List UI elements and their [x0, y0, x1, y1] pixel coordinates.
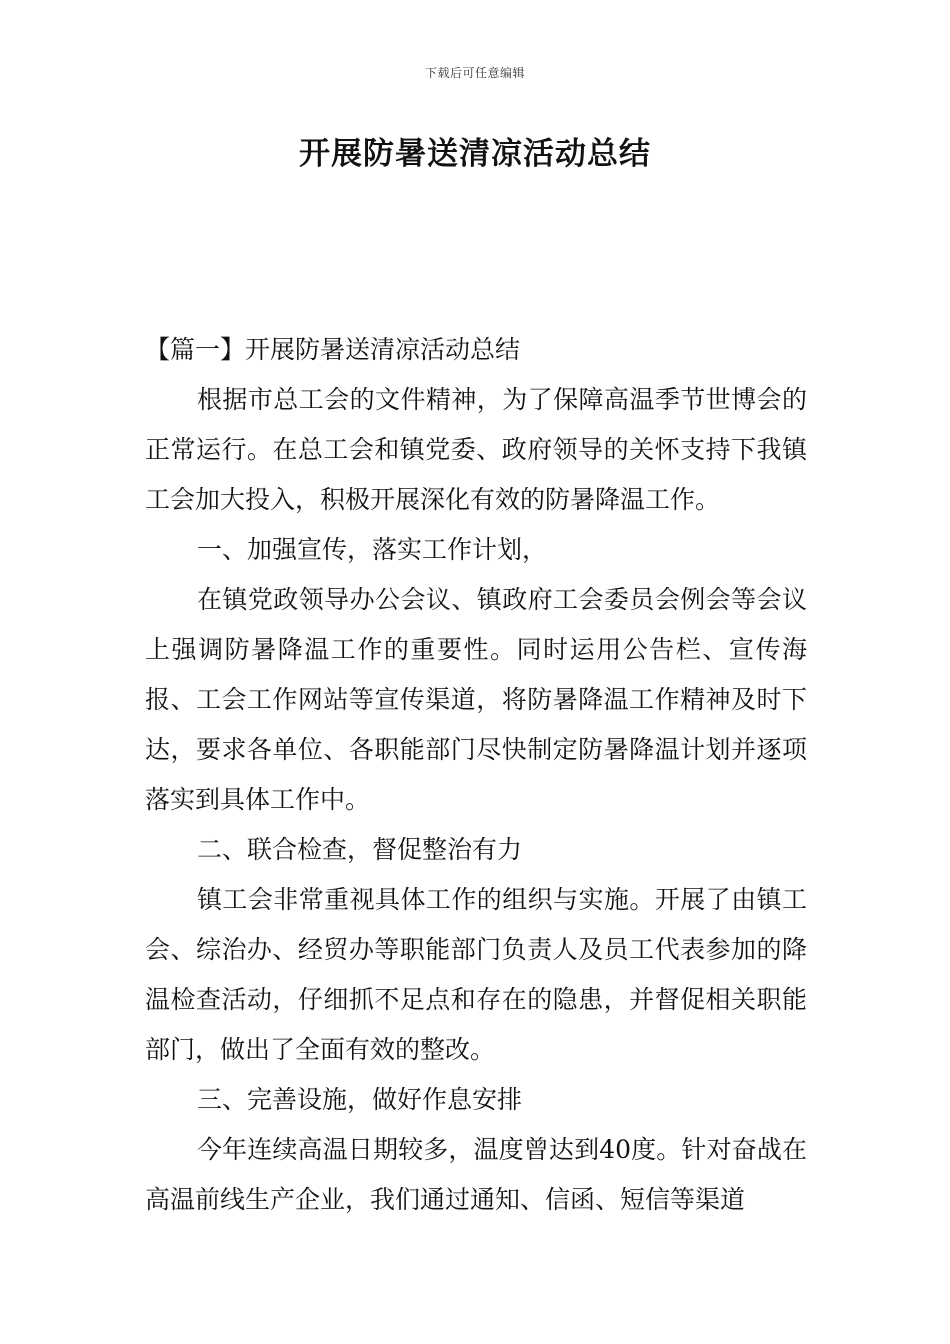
subheading: 三、完善设施，做好作息安排: [197, 1085, 523, 1114]
section-heading: 【篇一】开展防暑送清凉活动总结: [145, 335, 521, 364]
subheading: 二、联合检查，督促整治有力: [197, 835, 523, 864]
document-title: 开展防暑送清凉活动总结: [299, 136, 651, 172]
subheading: 一、加强宣传，落实工作计划，: [197, 535, 548, 564]
paragraph: 今年连续高温日期较多，温度曾达到40度。针对奋战在高温前线生产企业，我们通过通知、信函、短信等渠道: [145, 1135, 807, 1214]
header-note: 下载后可任意编辑: [424, 66, 525, 80]
paragraph: 在镇党政领导办公会议、镇政府工会委员会例会等会议上强调防暑降温工作的重要性。同时运用公告栏、宣传海报、工会工作网站等宣传渠道，将防暑降温工作精神及时下达，要求各单位、各职能部门尽快制定防暑降温计划并逐项落实到具体工作中。: [145, 585, 807, 814]
document-body: [145, 325, 807, 1225]
paragraph: 根据市总工会的文件精神，为了保障高温季节世博会的正常运行。在总工会和镇党委、政府领导的关怀支持下我镇工会加大投入，积极开展深化有效的防暑降温工作。: [145, 385, 807, 514]
paragraph: 镇工会非常重视具体工作的组织与实施。开展了由镇工会、综治办、经贸办等职能部门负责人及员工代表参加的降温检查活动，仔细抓不足点和存在的隐患，并督促相关职能部门，做出了全面有效的整改。: [145, 885, 807, 1064]
